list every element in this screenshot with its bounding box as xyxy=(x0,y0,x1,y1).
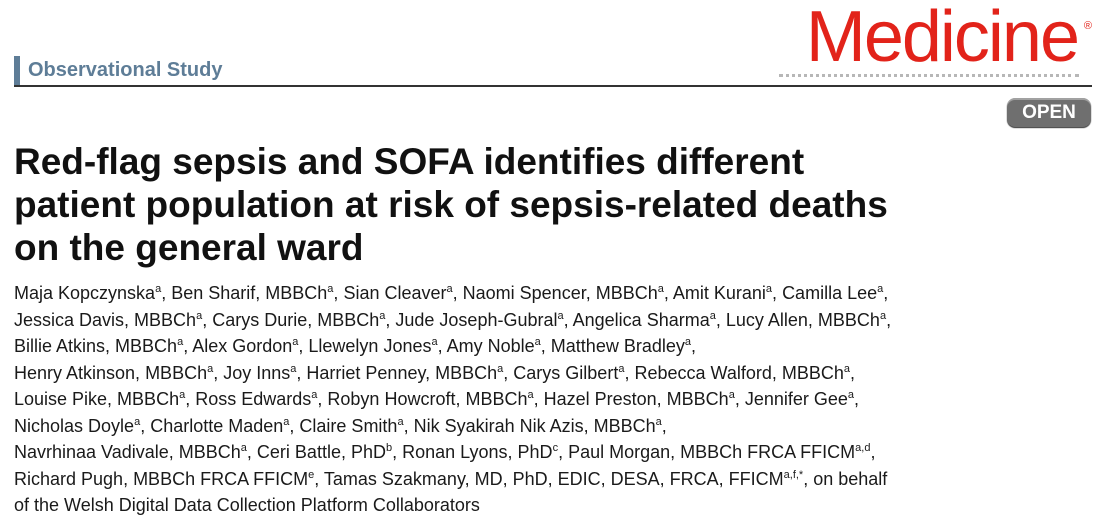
author-name[interactable]: Llewelyn Jones$^a$ xyxy=(308,336,438,356)
affiliation-marker[interactable]: a xyxy=(240,442,247,454)
affiliation-marker[interactable]: a xyxy=(379,309,386,322)
author-name[interactable]: Billie Atkins, MBBCh$^a$ xyxy=(14,336,184,356)
author-line xyxy=(14,492,1100,519)
author-name[interactable]: Carys Durie, MBBCh$^a$ xyxy=(212,309,386,330)
affiliation-marker[interactable]: a xyxy=(397,415,404,428)
affiliation-marker[interactable]: a xyxy=(327,283,334,295)
author-name[interactable]: Ceri Battle, PhD$^b$ xyxy=(256,442,393,462)
author-name[interactable]: Paul Morgan, MBBCh FRCA FFICM$^{a,d}$ xyxy=(568,442,871,462)
author-line: Richard Pugh, MBBCh FRCA FFICM$^e$, Tamas Szakmany, MD, PhD, EDIC, DESA, FRCA, $FFICM^{a,f,*}$, on behalf xyxy=(14,468,888,489)
affiliation-marker[interactable]: a xyxy=(431,336,438,348)
affiliation-marker[interactable]: b xyxy=(385,442,393,454)
author-name[interactable]: Richard Pugh, MBBCh FRCA FFICM$^e$ xyxy=(14,468,315,489)
affiliation-marker[interactable]: e xyxy=(308,468,315,481)
author-name[interactable]: Charlotte Maden$^a$ xyxy=(150,415,290,436)
author-line: Maja Kopczynska$^a$, Ben Sharif, MBBCh$^a$, Sian Cleaver$^a$, Naomi Spencer, MBBCh$^a$, Amit Kurani$^a$, Camilla Lee$^a$, xyxy=(14,283,889,303)
author-name[interactable]: Carys Gilbert$^a$ xyxy=(513,362,625,383)
affiliation-marker[interactable]: a xyxy=(177,336,184,348)
author-name[interactable]: Naomi Spencer, MBBCh$^a$ xyxy=(462,283,664,303)
affiliation-marker[interactable]: a xyxy=(155,283,162,295)
author-line: Louise Pike, MBBCh$^a$, Ross Edwards$^a$, Robyn Howcroft, MBBCh$^a$, Hazel Preston, MBBCh$^a$, Jennifer Gee$^a$, xyxy=(14,389,860,409)
affiliation-marker[interactable]: a xyxy=(311,389,318,401)
author-line: Nicholas Doyle$^a$, Charlotte Maden$^a$, Claire Smith$^a$, Nik Syakirah Nik Azis, MBBCh$^a$, xyxy=(14,415,667,436)
author-list xyxy=(14,280,1100,519)
affiliation-marker[interactable]: a xyxy=(497,362,504,375)
author-name[interactable]: Harriet Penney, MBBCh$^a$ xyxy=(306,362,504,383)
title-line: on the general ward xyxy=(14,227,364,268)
author-line: Henry Atkinson, MBBCh$^a$, Joy Inns$^a$, Harriet Penney, MBBCh$^a$, Carys Gilbert$^a$, Rebecca Walford, MBBCh$^a$, xyxy=(14,362,856,383)
author-name[interactable]: Ross Edwards$^a$ xyxy=(195,389,318,409)
affiliation-marker[interactable]: a xyxy=(557,309,564,322)
affiliation-marker[interactable]: a xyxy=(290,362,297,375)
author-name[interactable]: Matthew Bradley$^a$ xyxy=(550,336,691,356)
title-line: Red-flag sepsis and SOFA identifies different xyxy=(14,141,805,182)
author-name[interactable]: Joy Inns$^a$ xyxy=(223,362,297,383)
affiliation-marker[interactable]: a xyxy=(657,283,664,295)
affiliation-marker[interactable]: a xyxy=(877,283,884,295)
author-line: Jessica Davis, MBBCh$^a$, Carys Durie, MBBCh$^a$, Jude Joseph-Gubral$^a$, Angelica Sharma$^a$, Lucy Allen, MBBCh$^a$, xyxy=(14,309,892,330)
author-name[interactable]: Amit Kurani$^a$ xyxy=(672,283,773,303)
open-access-badge[interactable]: OPEN xyxy=(1007,98,1091,127)
affiliation-marker[interactable]: a xyxy=(655,415,662,428)
author-name[interactable]: Sian Cleaver$^a$ xyxy=(343,283,453,303)
author-name[interactable]: Navrhinaa Vadivale, MBBCh$^a$ xyxy=(14,442,247,462)
header-divider xyxy=(14,85,1092,87)
affiliation-marker[interactable]: a,d xyxy=(855,442,871,454)
affiliation-marker[interactable]: a xyxy=(527,389,534,401)
author-name[interactable]: Maja Kopczynska$^a$ xyxy=(14,283,162,303)
affiliation-marker[interactable]: a xyxy=(709,309,716,322)
author-name[interactable]: Camilla Lee$^a$ xyxy=(782,283,884,303)
section-label: Observational Study xyxy=(14,56,223,85)
author-name[interactable]: Hazel Preston, MBBCh$^a$ xyxy=(543,389,735,409)
title-line: patient population at risk of sepsis-related deaths xyxy=(14,184,888,225)
author-line: Billie Atkins, MBBCh$^a$, Alex Gordon$^a$, Llewelyn Jones$^a$, Amy Noble$^a$, Matthew Bradley$^a$, xyxy=(14,336,696,356)
affiliation-marker[interactable]: a xyxy=(879,309,887,322)
author-name[interactable]: Jennifer Gee$^a$ xyxy=(744,389,855,409)
author-name[interactable]: Lucy Allen, MBBCh$^a$ xyxy=(725,309,887,330)
author-name[interactable]: Henry Atkinson, MBBCh$^a$ xyxy=(14,362,214,383)
journal-logo[interactable] xyxy=(772,0,1092,80)
affiliation-marker[interactable]: a xyxy=(446,283,453,295)
affiliation-marker[interactable]: a xyxy=(534,336,541,348)
author-name[interactable]: Ronan Lyons, PhD$^c$ xyxy=(402,442,559,462)
author-name[interactable]: Ben Sharif, MBBCh$^a$ xyxy=(171,283,334,303)
affiliation-marker[interactable]: a xyxy=(283,415,290,428)
author-name[interactable]: Nicholas Doyle$^a$ xyxy=(14,415,141,436)
affiliation-marker[interactable]: a xyxy=(207,362,214,375)
affiliation-marker[interactable]: a xyxy=(728,389,735,401)
journal-name: Medicine xyxy=(805,0,1078,77)
affiliation-marker[interactable]: a xyxy=(179,389,186,401)
affiliation-marker[interactable]: a xyxy=(843,362,851,375)
affiliation-marker[interactable]: c xyxy=(552,442,559,454)
affiliation-marker[interactable]: a xyxy=(292,336,299,348)
affiliation-marker[interactable]: a xyxy=(684,336,691,348)
affiliation-marker[interactable]: a xyxy=(618,362,625,375)
author-name[interactable]: Jessica Davis, MBBCh$^a$ xyxy=(14,309,203,330)
author-name[interactable]: Louise Pike, MBBCh$^a$ xyxy=(14,389,186,409)
logo-dotted-rule xyxy=(779,74,1079,77)
author-name[interactable]: Nik Syakirah Nik Azis, MBBCh$^a$ xyxy=(413,415,662,436)
affiliation-marker[interactable]: a,f,* xyxy=(783,468,804,481)
author-name[interactable]: Claire Smith$^a$ xyxy=(299,415,404,436)
author-name[interactable]: Alex Gordon$^a$ xyxy=(192,336,299,356)
registered-mark: ® xyxy=(1083,20,1092,32)
affiliation-marker[interactable]: a xyxy=(134,415,141,428)
author-name[interactable]: Tamas Szakmany, MD, PhD, EDIC, DESA, FRCA, $FFICM^{a,f,*}$ xyxy=(323,468,804,489)
author-name[interactable]: Jude Joseph-Gubral$^a$ xyxy=(395,309,564,330)
author-name[interactable]: Angelica Sharma$^a$ xyxy=(572,309,716,330)
affiliation-marker[interactable]: a xyxy=(196,309,203,322)
affiliation-marker[interactable]: a xyxy=(847,389,855,401)
affiliation-marker[interactable]: a xyxy=(765,283,773,295)
author-name[interactable]: of the Welsh Digital Data Collection Platform Collaborators xyxy=(14,495,480,515)
author-name[interactable]: Amy Noble$^a$ xyxy=(446,336,541,356)
author-line: Navrhinaa Vadivale, MBBCh$^a$, Ceri Battle, PhD$^b$, Ronan Lyons, PhD$^c$, Paul Morgan, MBBCh FRCA FFICM$^{a,d}$, xyxy=(14,442,876,462)
author-name[interactable]: Rebecca Walford, MBBCh$^a$ xyxy=(634,362,851,383)
article-title xyxy=(14,140,1092,269)
author-name[interactable]: Robyn Howcroft, MBBCh$^a$ xyxy=(327,389,534,409)
